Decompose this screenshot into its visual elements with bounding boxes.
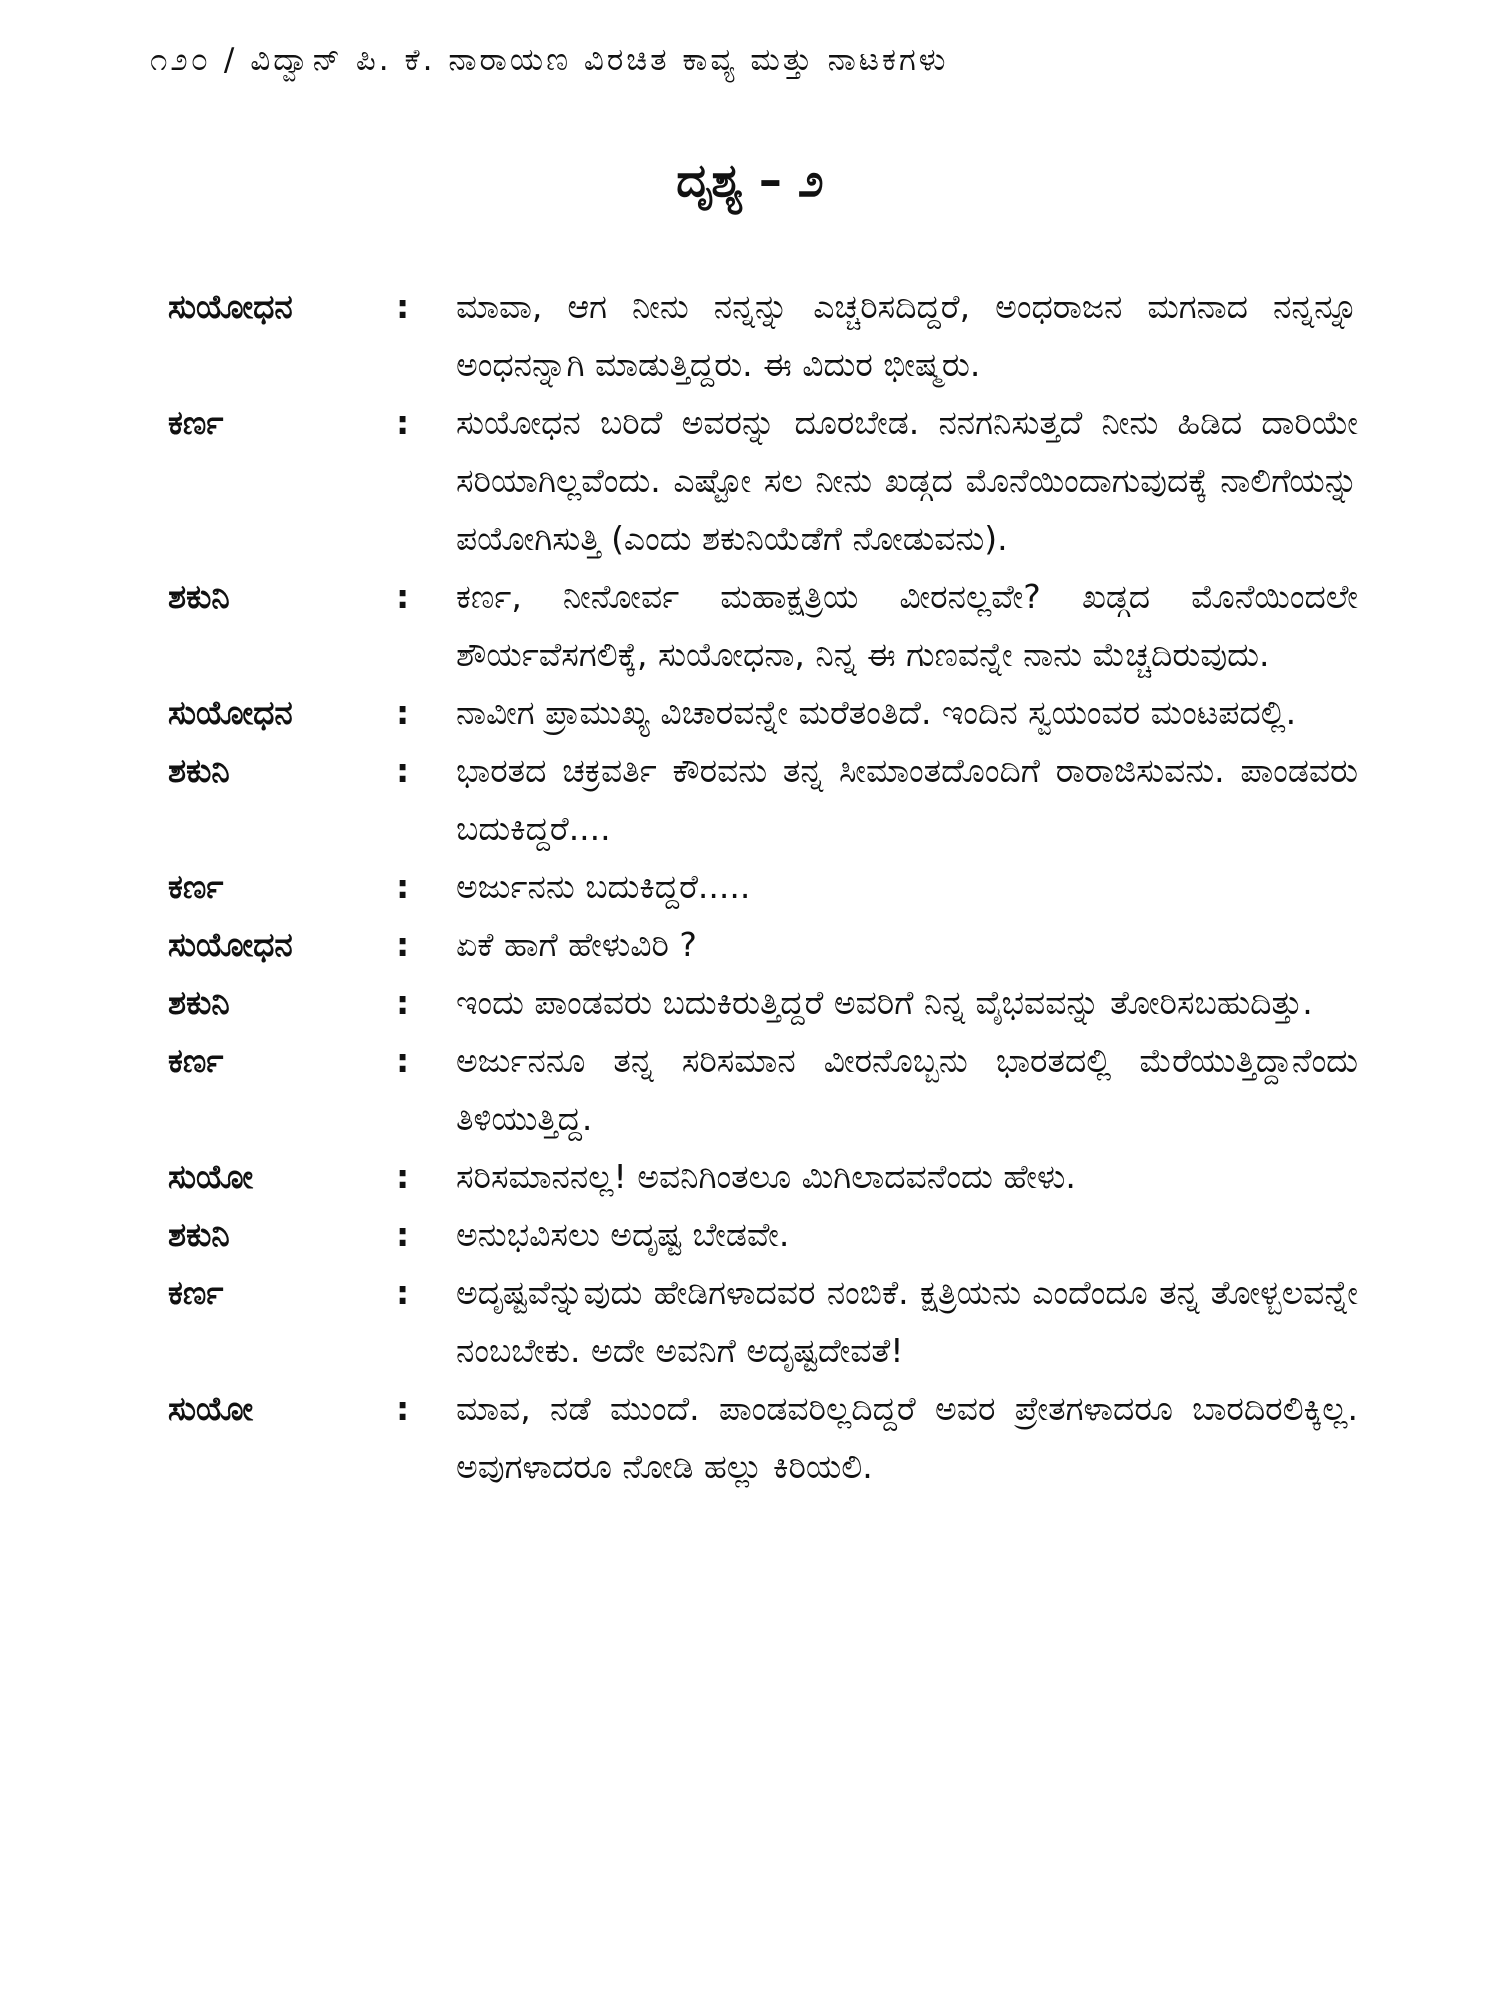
speaker-name: ಕರ್ಣ — [168, 867, 224, 906]
dialogue-text: ಸುಯೋಧನ ಬರಿದೆ ಅವರನ್ನು ದೂರಬೇಡ. ನನಗನಿಸುತ್ತದೆ ನೀನು ಹಿಡಿದ ದಾರಿಯೇ ಸರಿಯಾಗಿಲ್ಲವೆಂದು. ಎಷ್ಟೋ ಸಲ ನೀನು ಖಡ್ಗದ ಮೊನೆಯಿಂದಾಗುವುದಕ್ಕೆ ನಾಲಿಗೆಯನ್ನು ಪಯೋಗಿಸುತ್ತಿ (ಎಂದು ಶಕುನಿಯೆಡೆಗೆ ನೋಡುವನು). — [456, 403, 1358, 558]
speaker-colon: : — [396, 1157, 410, 1196]
dialogue-turn — [168, 1032, 1358, 1148]
dialogue-text: ಅರ್ಜುನನು ಬದುಕಿದ್ದರೆ..... — [456, 867, 751, 906]
speaker-name: ಕರ್ಣ — [168, 1041, 224, 1080]
speaker-colon: : — [396, 1389, 410, 1428]
dialogue-text: ಅದೃಷ್ಟವೆನ್ನುವುದು ಹೇಡಿಗಳಾದವರ ನಂಬಿಕೆ. ಕ್ಷತ್ರಿಯನು ಎಂದೆಂದೂ ತನ್ನ ತೋಳ್ಬಲವನ್ನೇ ನಂಬಬೇಕು. ಅದೇ ಅವನಿಗೆ ಅದೃಷ್ಟದೇವತೆ! — [456, 1273, 1358, 1370]
dialogue-text: ಮಾವಾ, ಆಗ ನೀನು ನನ್ನನ್ನು ಎಚ್ಚರಿಸದಿದ್ದರೆ, ಅಂಧರಾಜನ ಮಗನಾದ ನನ್ನನ್ನೂ ಅಂಧನನ್ನಾಗಿ ಮಾಡುತ್ತಿದ್ದರು. ಈ ವಿದುರ ಭೀಷ್ಮರು. — [456, 287, 1358, 384]
dialogue-turn — [168, 1264, 1358, 1380]
dialogue-text: ಭಾರತದ ಚಕ್ರವರ್ತಿ ಕೌರವನು ತನ್ನ ಸೀಮಾಂತದೊಂದಿಗೆ ರಾರಾಜಿಸುವನು. ಪಾಂಡವರು ಬದುಕಿದ್ದರೆ.... — [456, 751, 1358, 848]
speaker-name: ಸುಯೋಧನ — [168, 287, 293, 326]
speaker-colon: : — [396, 1215, 410, 1254]
dialogue-text: ಅರ್ಜುನನೂ ತನ್ನ ಸರಿಸಮಾನ ವೀರನೊಬ್ಬನು ಭಾರತದಲ್ಲಿ ಮೆರೆಯುತ್ತಿದ್ದಾನೆಂದು ತಿಳಿಯುತ್ತಿದ್ದ. — [456, 1041, 1358, 1138]
dialogue-turn — [168, 568, 1358, 684]
speaker-colon: : — [396, 693, 410, 732]
dialogue-turn — [168, 1148, 1358, 1206]
speaker-colon: : — [396, 1041, 410, 1080]
speaker-name: ಶಕುನಿ — [168, 983, 230, 1022]
speaker-name: ಸುಯೋ — [168, 1157, 254, 1196]
speaker-name: ಶಕುನಿ — [168, 1215, 230, 1254]
dialogue-text: ನಾವೀಗ ಪ್ರಾಮುಖ್ಯ ವಿಚಾರವನ್ನೇ ಮರೆತಂತಿದೆ. ಇಂದಿನ ಸ್ವಯಂವರ ಮಂಟಪದಲ್ಲಿ. — [456, 693, 1297, 732]
running-header: ೧೨೦ / ವಿದ್ವಾನ್ ಪಿ. ಕೆ. ನಾರಾಯಣ ವಿರಚಿತ ಕಾವ್ಯ ಮತ್ತು ನಾಟಕಗಳು — [150, 42, 949, 78]
dialogue-text: ಏಕೆ ಹಾಗೆ ಹೇಳುವಿರಿ ? — [456, 925, 697, 964]
speaker-name: ಶಕುನಿ — [168, 577, 230, 616]
dialogue-text: ಮಾವ, ನಡೆ ಮುಂದೆ. ಪಾಂಡವರಿಲ್ಲದಿದ್ದರೆ ಅವರ ಪ್ರೇತಗಳಾದರೂ ಬಾರದಿರಲಿಕ್ಕಿಲ್ಲ. ಅವುಗಳಾದರೂ ನೋಡಿ ಹಲ್ಲು ಕಿರಿಯಲಿ. — [456, 1389, 1358, 1486]
dialogue-text: ಇಂದು ಪಾಂಡವರು ಬದುಕಿರುತ್ತಿದ್ದರೆ ಅವರಿಗೆ ನಿನ್ನ ವೈಭವವನ್ನು ತೋರಿಸಬಹುದಿತ್ತು. — [456, 983, 1313, 1022]
dialogue-turn — [168, 742, 1358, 858]
dialogue-text: ಸರಿಸಮಾನನಲ್ಲ! ಅವನಿಗಿಂತಲೂ ಮಿಗಿಲಾದವನೆಂದು ಹೇಳು. — [456, 1157, 1076, 1196]
speaker-colon: : — [396, 867, 410, 906]
speaker-name: ಸುಯೋ — [168, 1389, 254, 1428]
dialogue-turn — [168, 394, 1358, 568]
speaker-colon: : — [396, 751, 410, 790]
speaker-name: ಶಕುನಿ — [168, 751, 230, 790]
dialogue-turn — [168, 974, 1358, 1032]
speaker-colon: : — [396, 1273, 410, 1312]
speaker-colon: : — [396, 983, 410, 1022]
speaker-name: ಕರ್ಣ — [168, 403, 224, 442]
dialogue-turn — [168, 858, 1358, 916]
speaker-name: ಕರ್ಣ — [168, 1273, 224, 1312]
dialogue-list — [168, 278, 1358, 1496]
scene-title: ದೃಶ್ಯ – ೨ — [676, 153, 824, 207]
dialogue-turn — [168, 1380, 1358, 1496]
speaker-colon: : — [396, 577, 410, 616]
dialogue-turn — [168, 278, 1358, 394]
speaker-colon: : — [396, 287, 410, 326]
speaker-colon: : — [396, 403, 410, 442]
speaker-colon: : — [396, 925, 410, 964]
dialogue-turn — [168, 684, 1358, 742]
dialogue-text: ಅನುಭವಿಸಲು ಅದೃಷ್ಟ ಬೇಡವೇ. — [456, 1215, 790, 1254]
dialogue-text: ಕರ್ಣ, ನೀನೋರ್ವ ಮಹಾಕ್ಷತ್ರಿಯ ವೀರನಲ್ಲವೇ? ಖಡ್ಗದ ಮೊನೆಯಿಂದಲೇ ಶೌರ್ಯವೆಸಗಲಿಕ್ಕೆ, ಸುಯೋಧನಾ, ನಿನ್ನ ಈ ಗುಣವನ್ನೇ ನಾನು ಮೆಚ್ಚದಿರುವುದು. — [456, 577, 1358, 674]
dialogue-turn — [168, 916, 1358, 974]
speaker-name: ಸುಯೋಧನ — [168, 693, 293, 732]
speaker-name: ಸುಯೋಧನ — [168, 925, 293, 964]
dialogue-turn — [168, 1206, 1358, 1264]
